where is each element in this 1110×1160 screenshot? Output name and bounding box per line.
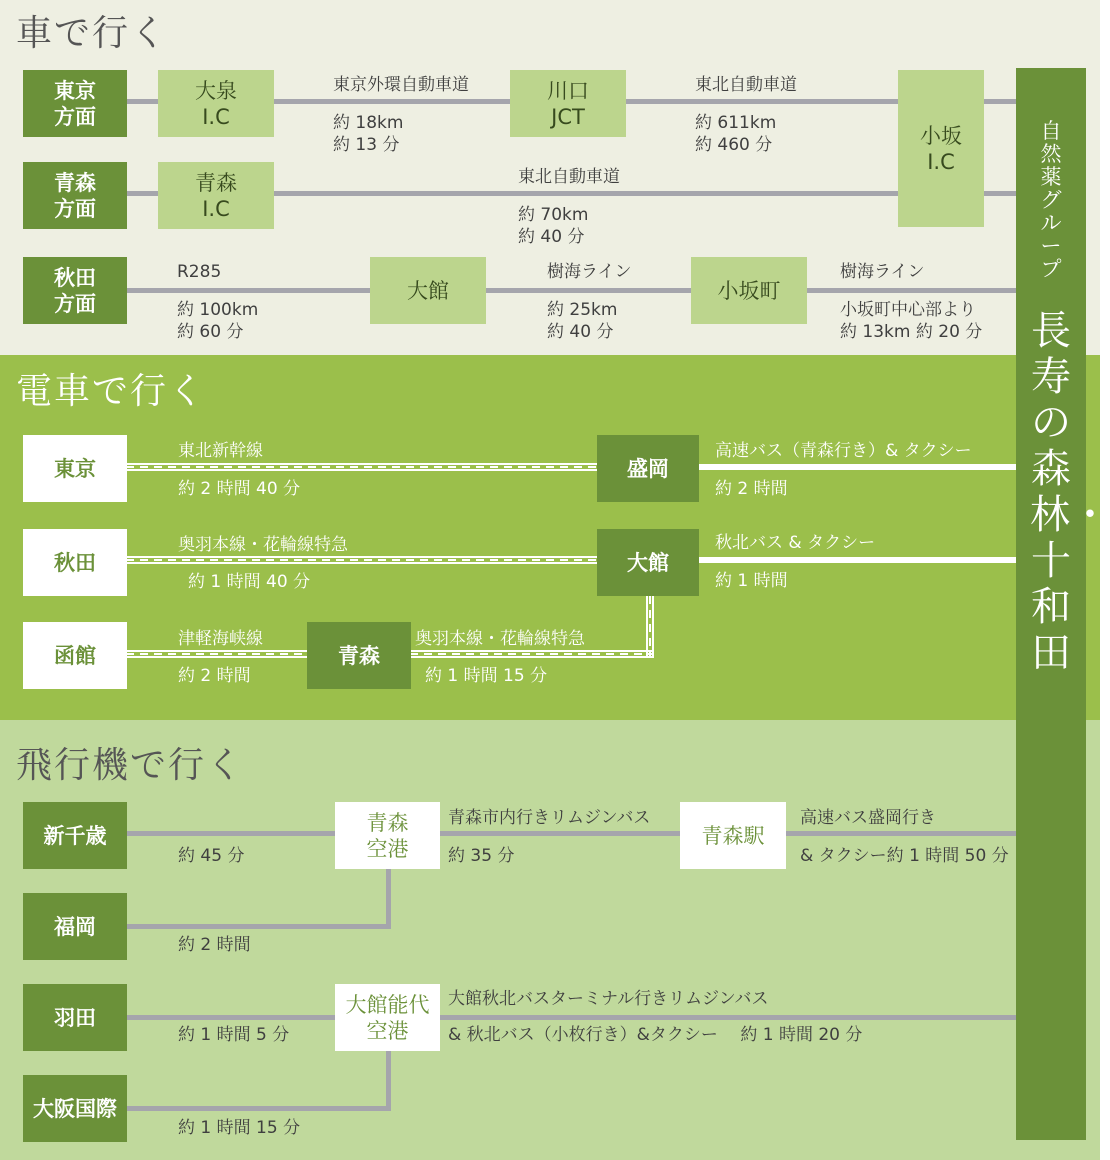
plane-node-aomori-station-label: 青森駅	[701, 823, 765, 848]
train-seg2-time: 約 2 時間	[715, 479, 788, 499]
train-seg1-name: 東北新幹線	[178, 441, 263, 461]
plane-line-osaka-vertical	[386, 1050, 391, 1110]
train-seg6-time: 約 1 時間 15 分	[425, 666, 548, 686]
plane-node-aomori-station	[680, 802, 786, 869]
train-line-akita-odate	[126, 556, 598, 564]
car-seg4-dist: 約 100km 約 60 分	[177, 300, 259, 342]
train-seg3-time: 約 1 時間 40 分	[188, 572, 311, 592]
destination-bar	[1016, 68, 1110, 1140]
car-node-kosaka-ic-label: 小坂 I.C	[920, 123, 962, 174]
car-node-oizumi-ic-label: 大泉 I.C	[195, 78, 237, 129]
plane-seg1-time: 約 45 分	[178, 846, 245, 866]
plane-origin-new-chitose-label: 新千歳	[43, 823, 107, 848]
car-node-aomori-ic-label: 青森 I.C	[195, 170, 237, 221]
car-node-kosaka-town	[691, 257, 807, 324]
train-heading: 電車で行く	[16, 371, 207, 412]
train-line-odate-dest	[698, 557, 1016, 563]
train-seg3-name: 奥羽本線・花輪線特急	[178, 535, 348, 555]
plane-seg6-time: & 秋北バス（小枚行き）&タクシー 約 1 時間 20 分	[448, 1025, 863, 1045]
train-line-aomori-odate-vertical	[646, 596, 654, 658]
car-seg3-dist: 約 70km 約 40 分	[518, 205, 589, 247]
car-origin-tokyo	[23, 70, 127, 137]
plane-line-new-chitose	[126, 831, 1016, 836]
car-node-aomori-ic	[158, 162, 274, 229]
plane-seg2-name: 青森市内行きリムジンバス	[448, 808, 651, 828]
plane-origin-haneda-label: 羽田	[54, 1005, 96, 1030]
car-origin-tokyo-label: 東京 方面	[54, 78, 96, 129]
car-seg6-dist: 小坂町中心部より 約 13km 約 20 分	[840, 300, 983, 342]
train-origin-akita	[23, 529, 127, 596]
train-seg2-name: 高速バス（青森行き）& タクシー	[715, 441, 972, 461]
train-node-odate-label: 大館	[627, 550, 669, 575]
car-seg5-name: 樹海ライン	[547, 262, 632, 282]
plane-line-fukuoka-vertical	[386, 868, 391, 928]
plane-line-fukuoka	[126, 924, 391, 929]
train-seg5-name: 津軽海峡線	[178, 629, 263, 649]
car-seg2-name: 東北自動車道	[695, 75, 797, 95]
car-node-odate	[370, 257, 486, 324]
plane-seg3-name: 高速バス盛岡行き	[800, 808, 936, 828]
plane-node-odate-noshiro-airport-label: 大館能代 空港	[345, 992, 430, 1043]
plane-line-osaka	[126, 1106, 391, 1111]
plane-seg5-time: 約 1 時間 5 分	[178, 1025, 290, 1045]
plane-heading: 飛行機で行く	[16, 745, 245, 786]
car-origin-aomori-label: 青森 方面	[54, 170, 96, 221]
car-seg5-dist: 約 25km 約 40 分	[547, 300, 618, 342]
train-line-hakodate-aomori	[126, 650, 308, 658]
plane-origin-osaka-label: 大阪国際	[33, 1096, 117, 1121]
train-line-aomori-odate	[410, 650, 654, 658]
car-node-kosaka-town-label: 小坂町	[717, 278, 781, 303]
car-origin-akita-label: 秋田 方面	[54, 265, 96, 316]
plane-node-aomori-airport	[335, 802, 440, 869]
car-seg6-name: 樹海ライン	[840, 262, 925, 282]
car-node-kawaguchi-jct	[510, 70, 626, 137]
train-seg4-name: 秋北バス & タクシー	[715, 533, 876, 553]
plane-origin-fukuoka-label: 福岡	[54, 914, 96, 939]
plane-origin-new-chitose	[23, 802, 127, 869]
train-line-morioka-dest	[698, 464, 1016, 470]
destination-subtitle: 自然薬グループ	[1040, 119, 1062, 281]
train-origin-hakodate	[23, 622, 127, 689]
plane-seg4-time: 約 2 時間	[178, 935, 251, 955]
car-origin-akita	[23, 257, 127, 324]
plane-seg7-time: 約 1 時間 15 分	[178, 1118, 301, 1138]
plane-node-aomori-airport-label: 青森 空港	[366, 810, 409, 861]
car-seg2-dist: 約 611km 約 460 分	[695, 113, 777, 155]
train-node-morioka-label: 盛岡	[627, 456, 669, 481]
car-node-oizumi-ic	[158, 70, 274, 137]
plane-seg2-time: 約 35 分	[448, 846, 515, 866]
train-node-aomori	[307, 622, 411, 689]
train-seg4-time: 約 1 時間	[715, 571, 788, 591]
car-origin-aomori	[23, 162, 127, 229]
car-node-kawaguchi-jct-label: 川口 JCT	[547, 78, 589, 129]
train-line-tokyo-morioka	[126, 463, 598, 471]
plane-origin-haneda	[23, 984, 127, 1051]
car-node-odate-label: 大館	[407, 278, 449, 303]
car-seg4-name: R285	[177, 262, 222, 282]
car-route-line-akita	[126, 288, 1016, 293]
destination-name: 長寿の森林・十和田	[1030, 308, 1110, 676]
train-origin-akita-label: 秋田	[54, 550, 96, 575]
plane-node-odate-noshiro-airport	[335, 984, 440, 1051]
train-seg6-name: 奥羽本線・花輪線特急	[415, 629, 585, 649]
plane-seg3-time: & タクシー約 1 時間 50 分	[800, 846, 1009, 866]
train-origin-tokyo-label: 東京	[54, 456, 96, 481]
plane-seg6-name: 大館秋北バスターミナル行きリムジンバス	[448, 989, 769, 1009]
car-heading: 車で行く	[16, 13, 169, 54]
train-origin-hakodate-label: 函館	[54, 643, 96, 668]
train-node-aomori-label: 青森	[338, 643, 380, 668]
train-node-morioka	[597, 435, 699, 502]
plane-line-haneda	[126, 1015, 1016, 1020]
car-seg1-dist: 約 18km 約 13 分	[333, 113, 404, 155]
train-node-odate	[597, 529, 699, 596]
plane-origin-fukuoka	[23, 893, 127, 960]
plane-section	[0, 720, 1100, 1160]
car-seg1-name: 東京外環自動車道	[333, 75, 469, 95]
car-node-kosaka-ic	[898, 70, 984, 227]
train-origin-tokyo	[23, 435, 127, 502]
train-seg1-time: 約 2 時間 40 分	[178, 479, 301, 499]
plane-origin-osaka	[23, 1075, 127, 1142]
car-seg3-name: 東北自動車道	[518, 167, 620, 187]
train-seg5-time: 約 2 時間	[178, 666, 251, 686]
